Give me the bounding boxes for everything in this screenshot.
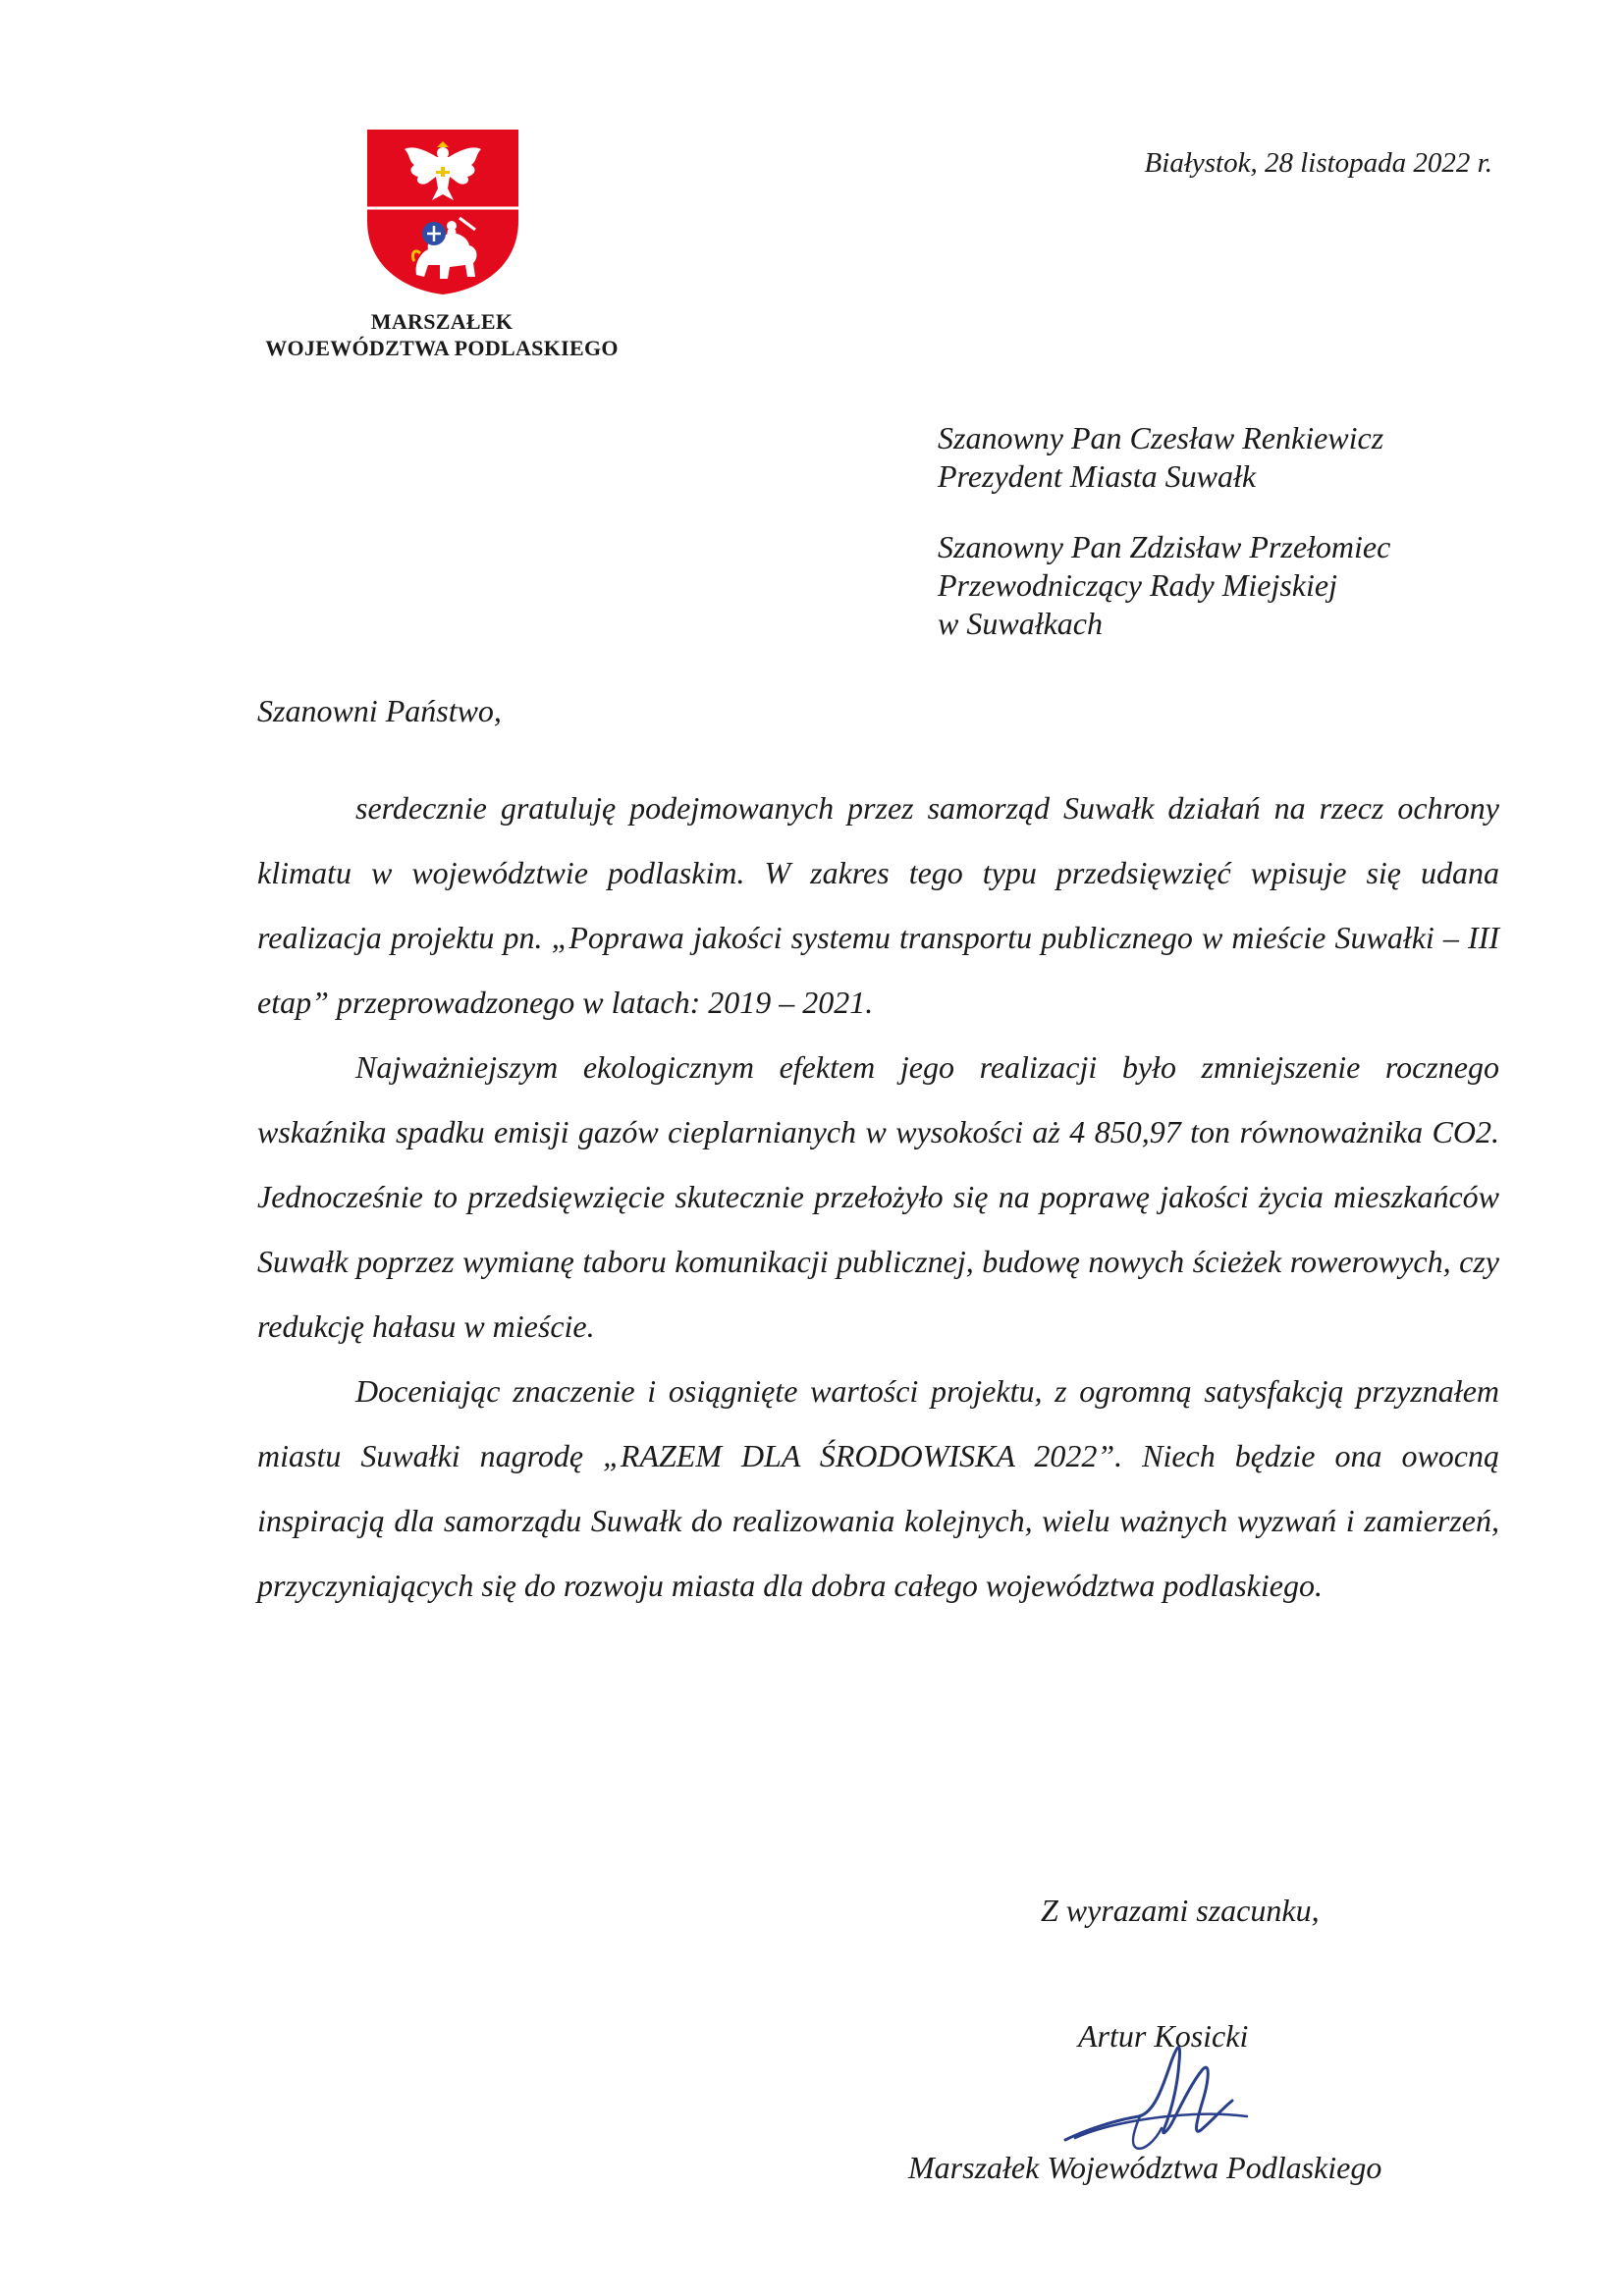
issuer-line-2: WOJEWÓDZTWA PODLASKIEGO: [265, 336, 619, 360]
signer-title: Marszałek Województwa Podlaskiego: [908, 2150, 1382, 2185]
issuer-heading: [245, 308, 638, 361]
paragraph-2: Najważniejszym ekologicznym efektem jego realizacji było zmniejszenie rocznego wskaźnika spadku emisji gazów cieplarnianych w wysokości aż 4 850,97 ton równoważnika CO2. Jednocześnie to przedsięwzięcie skutecznie przełożyło się na poprawę jakości życia mieszkańców Suwałk poprzez wymianę taboru komunikacji publicznej, budowę nowych ścieżek rowerowych, czy redukcję hałasu w mieście.: [257, 1049, 1499, 1344]
recipient-1: [938, 419, 1566, 496]
paragraph-1: serdecznie gratuluję podejmowanych przez samorząd Suwałk działań na rzecz ochrony klimatu w województwie podlaskim. W zakres tego typu przedsięwzięć wpisuje się udana realizacja projektu pn. „Poprawa jakości systemu transportu publicznego w mieście Suwałki – III etap” przeprowadzonego w latach: 2019 – 2021.: [257, 790, 1499, 1020]
coat-of-arms-icon: [365, 128, 520, 296]
recipient-line: Szanowny Pan Czesław Renkiewicz: [938, 420, 1384, 455]
recipient-line: Przewodniczący Rady Miejskiej: [938, 567, 1337, 603]
recipient-line: Prezydent Miasta Suwałk: [938, 458, 1257, 494]
handwritten-signature-icon: [1046, 2022, 1271, 2169]
salutation: Szanowni Państwo,: [257, 693, 502, 728]
recipient-2: [938, 528, 1566, 643]
signer-name: Artur Kosicki: [1078, 2018, 1249, 2054]
recipients: [938, 419, 1566, 675]
issuer-line-1: MARSZAŁEK: [370, 309, 514, 334]
place-date: Białystok, 28 listopada 2022 r.: [1144, 147, 1492, 179]
recipient-line: w Suwałkach: [938, 606, 1103, 641]
paragraph-3: Doceniając znaczenie i osiągnięte wartości projektu, z ogromną satysfakcją przyznałem miastu Suwałki nagrodę „RAZEM DLA ŚRODOWISKA 2022”. Niech będzie ona owocną inspiracją dla samorządu Suwałk do realizowania kolejnych, wielu ważnych wyzwań i zamierzeń, przyczyniających się do rozwoju miasta dla dobra całego województwa podlaskiego.: [257, 1373, 1499, 1603]
recipient-line: Szanowny Pan Zdzisław Przełomiec: [938, 529, 1391, 564]
letter-body: [257, 775, 1499, 1618]
closing: Z wyrazami szacunku,: [1041, 1893, 1320, 1928]
